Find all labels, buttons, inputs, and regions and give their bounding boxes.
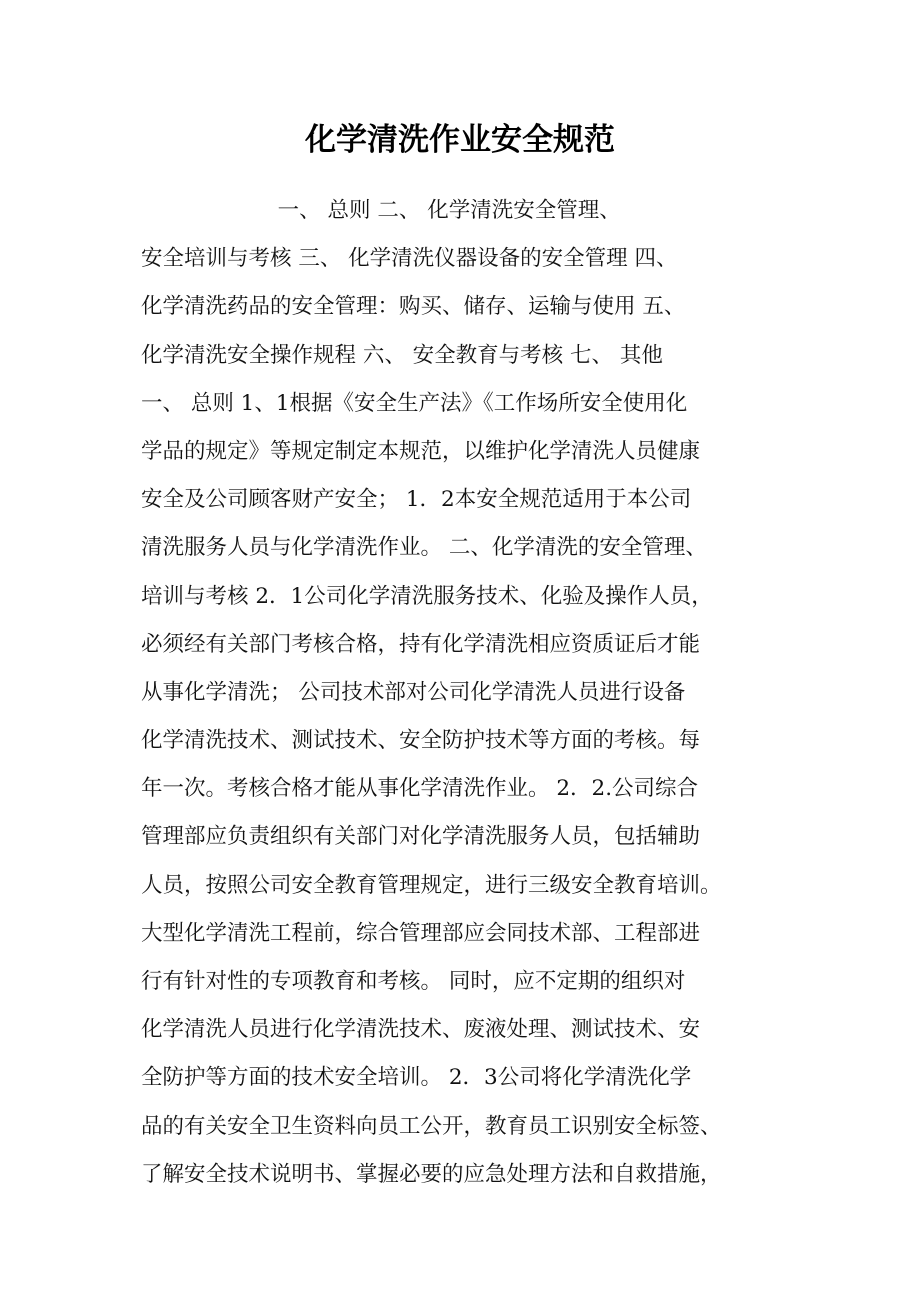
document-body xyxy=(141,187,781,1199)
body-line: 培训与考核 2．1公司化学清洗服务技术、化验及操作人员， xyxy=(141,583,713,609)
body-line: 从事化学清洗； 公司技术部对公司化学清洗人员进行设备 xyxy=(141,679,686,705)
body-line: 一、 总则 二、 化学清洗安全管理、 xyxy=(141,198,621,223)
body-line: 安全培训与考核 三、 化学清洗仪器设备的安全管理 四、 xyxy=(141,246,678,272)
body-line: 管理部应负责组织有关部门对化学清洗服务人员，包括辅助 xyxy=(141,824,701,850)
body-line: 化学清洗安全操作规程 六、 安全教育与考核 七、 其他 xyxy=(141,342,663,368)
body-line: 必须经有关部门考核合格，持有化学清洗相应资质证后才能 xyxy=(141,631,701,657)
body-line: 全防护等方面的技术安全培训。 2．3公司将化学清洗化学 xyxy=(141,1065,692,1091)
body-line: 一、 总则 1、1根据《安全生产法》《工作场所安全使用化 xyxy=(141,390,688,416)
body-line: 安全及公司顾客财产安全； 1．2本安全规范适用于本公司 xyxy=(141,487,692,513)
body-line: 人员，按照公司安全教育管理规定，进行三级安全教育培训。 xyxy=(141,872,722,898)
body-line: 学品的规定》等规定制定本规范，以维护化学清洗人员健康 xyxy=(141,438,701,464)
body-line: 年一次。考核合格才能从事化学清洗作业。 2．2.公司综合 xyxy=(141,776,699,802)
body-line: 行有针对性的专项教育和考核。 同时，应不定期的组织对 xyxy=(141,969,686,994)
body-line: 化学清洗人员进行化学清洗技术、废液处理、测试技术、安 xyxy=(141,1017,701,1043)
document-title: 化学清洗作业安全规范 xyxy=(305,122,615,158)
body-line: 了解安全技术说明书、掌握必要的应急处理方法和自救措施， xyxy=(141,1161,722,1187)
body-line: 大型化学清洗工程前，综合管理部应会同技术部、工程部进 xyxy=(141,920,701,946)
body-line: 清洗服务人员与化学清洗作业。 二、化学清洗的安全管理、 xyxy=(141,535,707,561)
body-line: 品的有关安全卫生资料向员工公开，教育员工识别安全标签、 xyxy=(141,1113,722,1139)
body-line: 化学清洗药品的安全管理：购买、储存、运输与使用 五、 xyxy=(141,294,686,320)
body-line: 化学清洗技术、测试技术、安全防护技术等方面的考核。每 xyxy=(141,728,701,754)
